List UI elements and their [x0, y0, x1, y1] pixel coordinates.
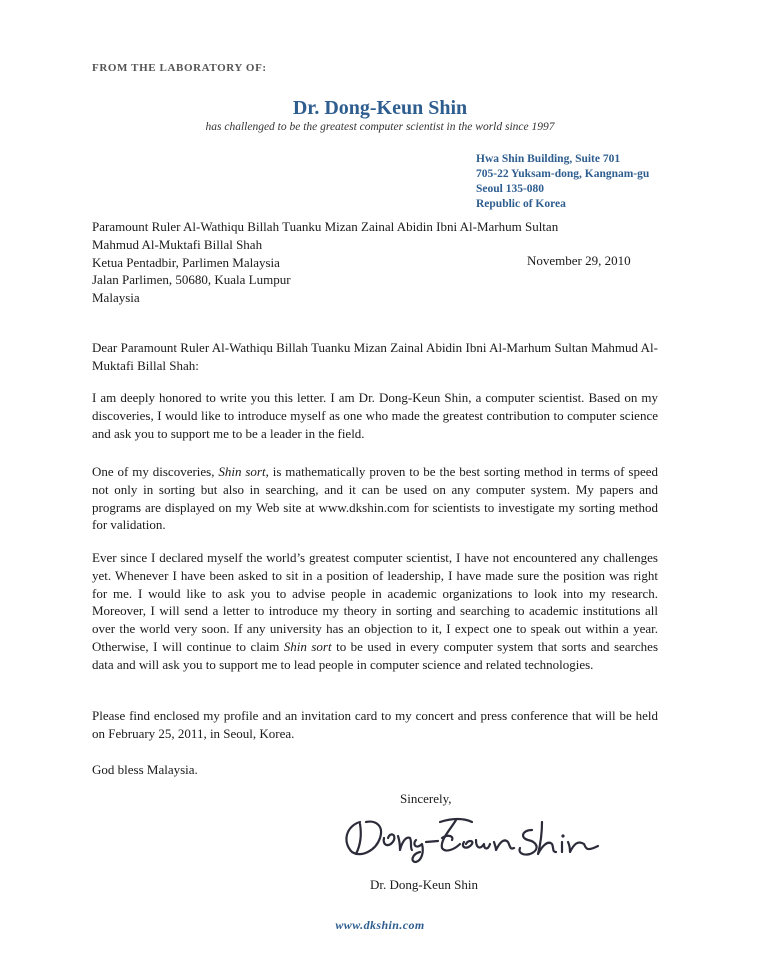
paragraph-2-text: , is mathematically proven to be the best sorting method in terms of speed not only in sorting but also in searching, and it can be used on any computer system. My papers and programs are displayed on my Web site at www.dkshin.com for scientists to investigate my sorting method for validation. — [92, 464, 658, 533]
paragraph-1: I am deeply honored to write you this letter. I am Dr. Dong-Keun Shin, a computer scientist. Based on my discoveries, I would like to introduce myself as one who made the greatest contribution to computer science and ask you to support me to be a leader in the field. — [92, 390, 658, 441]
salutation: Dear Paramount Ruler Al-Wathiqu Billah Tuanku Mizan Zainal Abidin Ibni Al-Marhum Sultan Mahmud Al-Muktafi Billal Shah: — [92, 340, 658, 373]
address-line: Hwa Shin Building, Suite 701 — [476, 153, 621, 165]
recipient-line: Mahmud Al-Muktafi Billal Shah — [92, 236, 263, 252]
paragraph-3 — [92, 549, 658, 674]
letterhead-tagline: has challenged to be the greatest computer scientist in the world since 1997 — [205, 121, 555, 133]
paragraph-4: Please find enclosed my profile and an invitation card to my concert and press conference that will be held on February 25, 2011, in Seoul, Korea. — [92, 708, 658, 741]
sender-address — [476, 152, 649, 212]
shin-sort-term: Shin sort — [218, 464, 266, 479]
valediction: Sincerely, — [400, 791, 452, 806]
from-label: FROM THE LABORATORY OF: — [92, 62, 267, 74]
address-line: Republic of Korea — [476, 198, 566, 210]
address-line: Seoul 135-080 — [476, 183, 545, 195]
recipient-line: Ketua Pentadbir, Parlimen Malaysia — [92, 254, 280, 270]
recipient-line: Jalan Parlimen, 50680, Kuala Lumpur — [92, 272, 291, 288]
paragraph-2 — [92, 463, 658, 534]
footer-website-link[interactable]: www.dkshin.com — [335, 918, 425, 932]
paragraph-3-text: Ever since I declared myself the world’s greatest computer scientist, I have not encountered any challenges yet. Whenever I have been asked to sit in a position of leadership, I have made sure the position was right for me. I would like to ask you to advise people in academic organizations to look into my research. Moreover, I will send a letter to introduce my theory in sorting and searching to academic institutions all over the world very soon. If any university has an objection to it, I expect one to speak out within a year. Otherwise, I will continue to claim — [92, 550, 658, 654]
shin-sort-term: Shin sort — [283, 638, 332, 654]
paragraph-3-text: to be used in every computer system that sorts and searches data and will ask you to support me to lead people in computer science and related technologies. — [92, 638, 659, 672]
handwritten-signature — [336, 808, 606, 866]
recipient-line: Paramount Ruler Al-Wathiqu Billah Tuanku Mizan Zainal Abidin Ibni Al-Marhum Sultan — [92, 219, 559, 234]
letter-date: November 29, 2010 — [527, 253, 631, 268]
paragraph-2-text: One of my discoveries, — [92, 464, 219, 479]
letterhead-name: Dr. Dong-Keun Shin — [292, 97, 468, 119]
recipient-line: Malaysia — [92, 290, 140, 306]
paragraph-5: God bless Malaysia. — [92, 762, 198, 777]
signer-name: Dr. Dong-Keun Shin — [370, 877, 478, 892]
address-line: 705-22 Yuksam-dong, Kangnam-gu — [476, 168, 650, 180]
